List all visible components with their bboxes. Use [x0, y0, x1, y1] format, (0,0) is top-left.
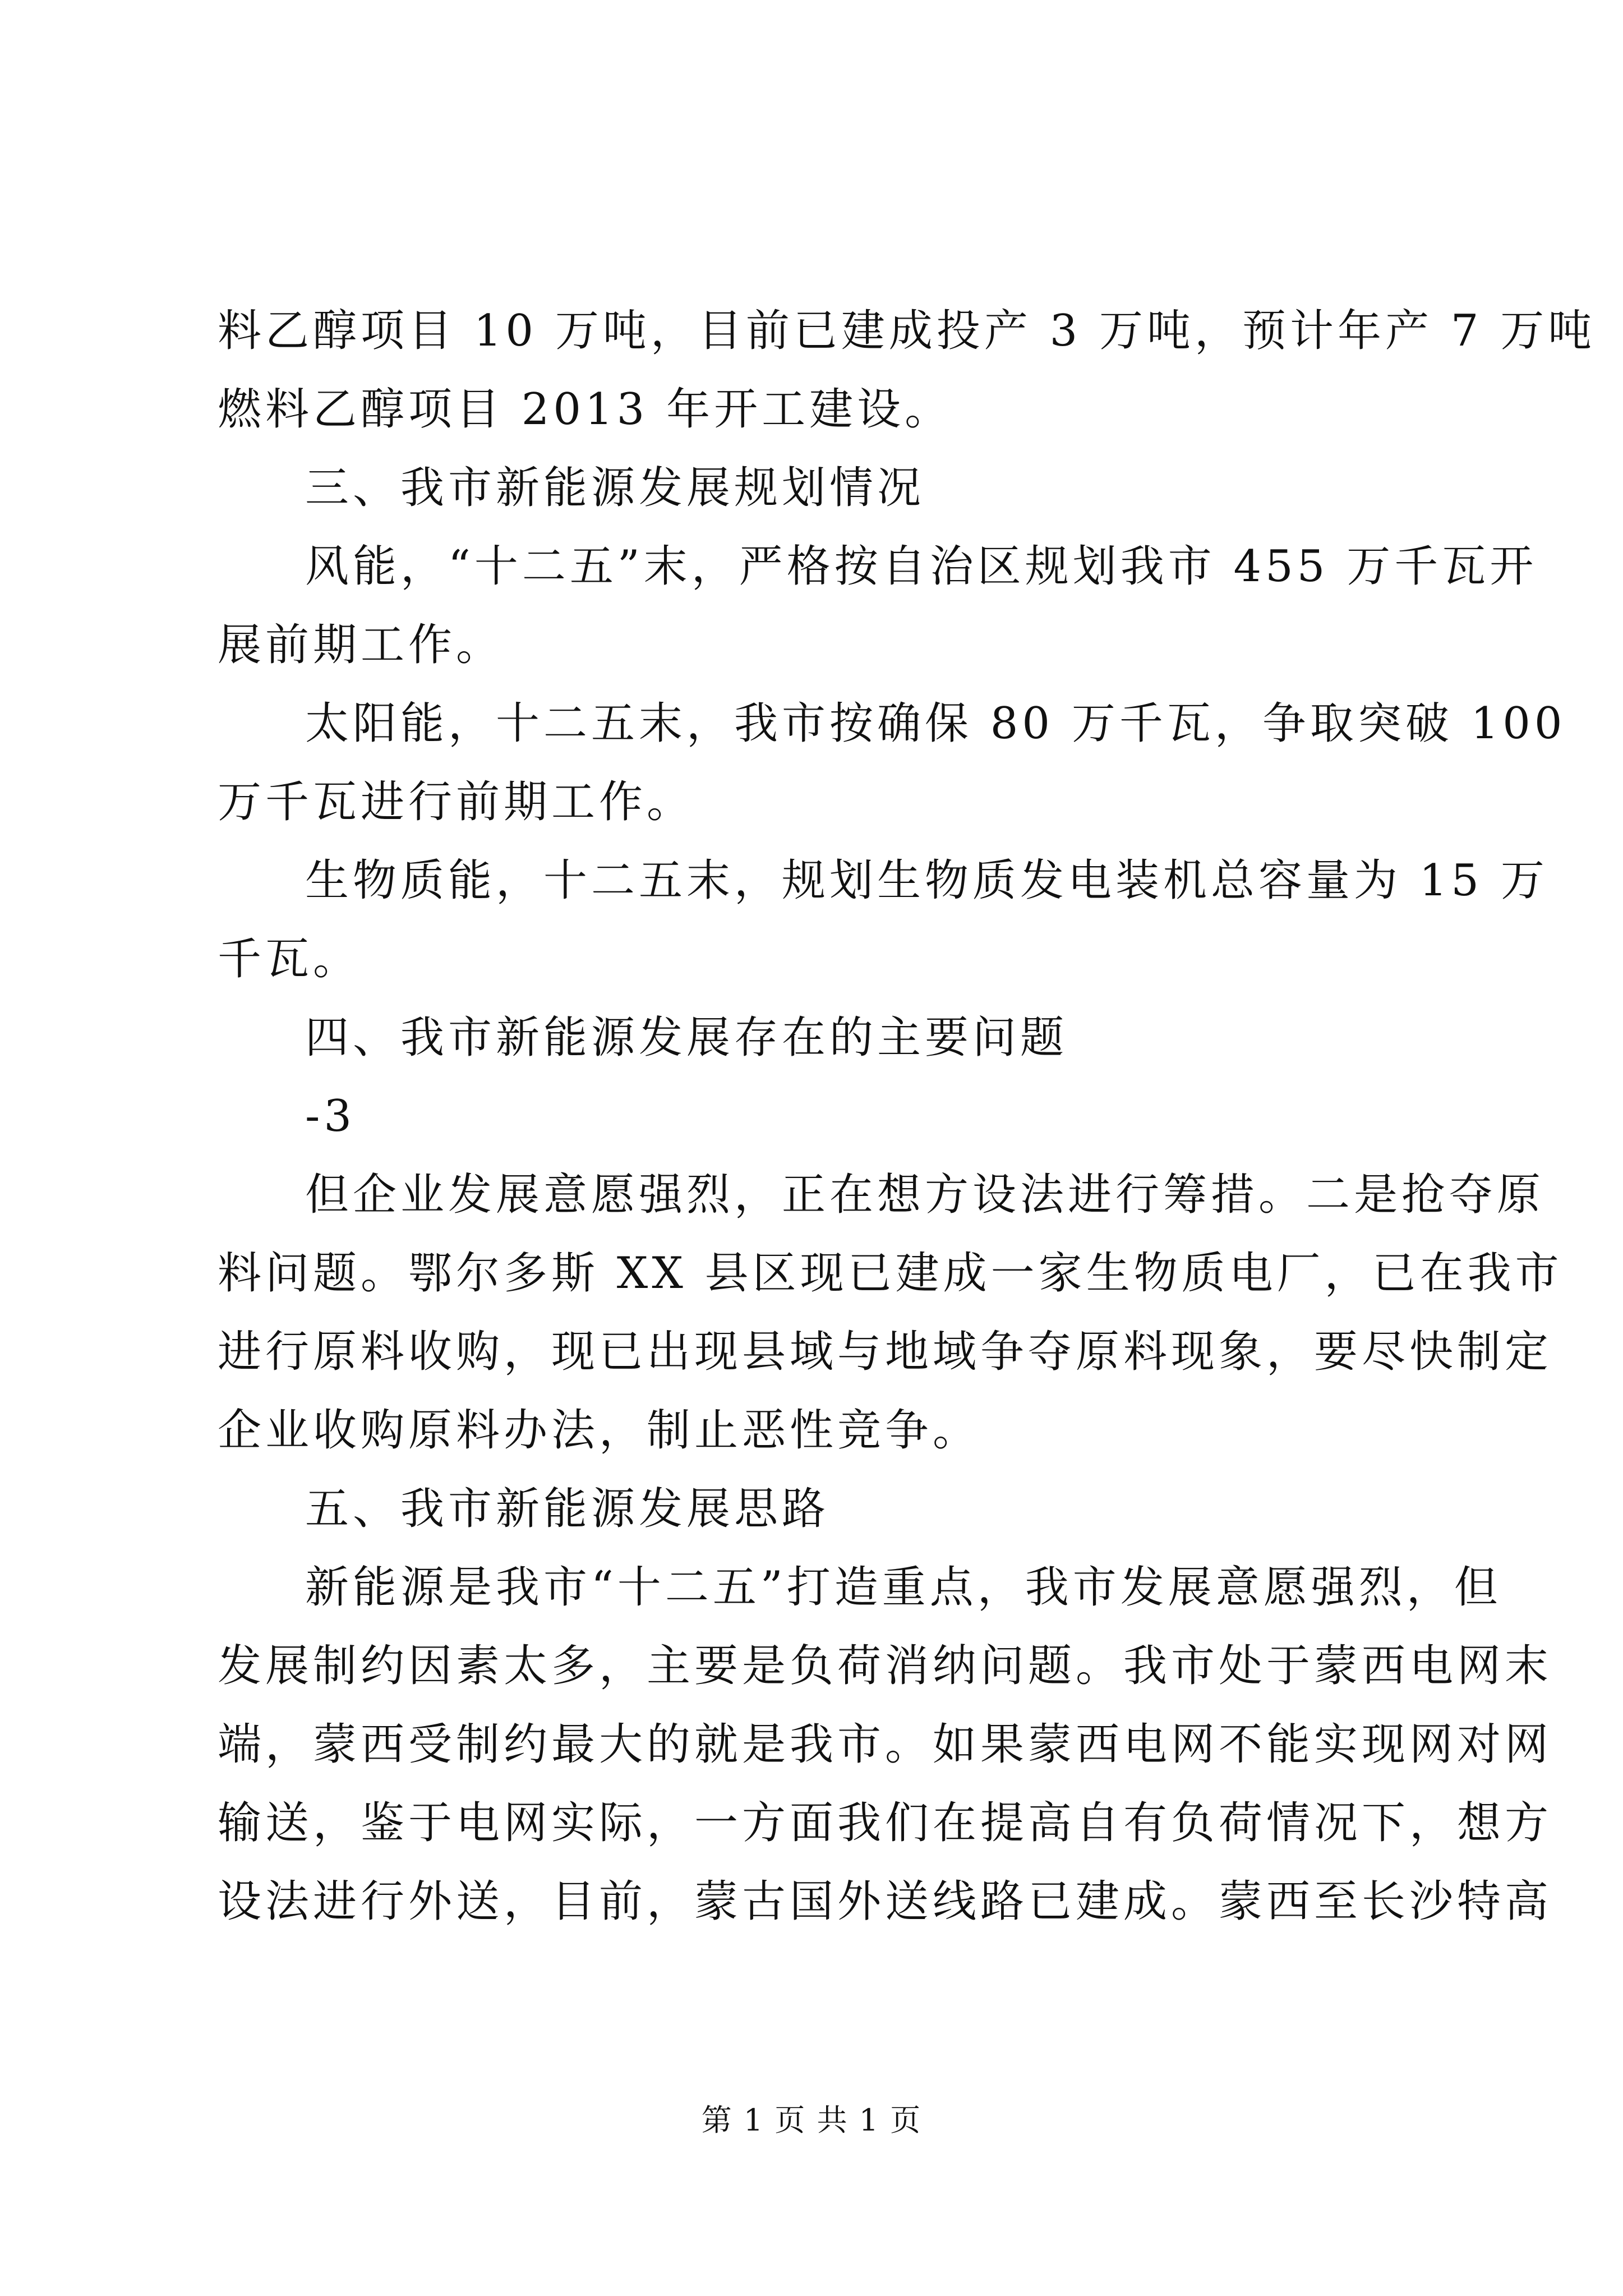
text-line: 新能源是我市“十二五”打造重点，我市发展意愿强烈，但	[305, 1562, 1502, 1613]
text-line: 发展制约因素太多，主要是负荷消纳问题。我市处于蒙西电网末	[218, 1641, 1553, 1691]
text-line: 千瓦。	[218, 934, 361, 984]
section-heading: 四、我市新能源发展存在的主要问题	[305, 1013, 1068, 1063]
document-body	[218, 292, 1596, 1941]
text-line: 展前期工作。	[218, 620, 504, 670]
text-line: 进行原料收购，现已出现县域与地域争夺原料现象，要尽快制定	[218, 1327, 1553, 1377]
text-line: 端，蒙西受制约最大的就是我市。如果蒙西电网不能实现网对网	[218, 1719, 1553, 1770]
text-line: 料问题。鄂尔多斯 XX 县区现已建成一家生物质电厂，已在我市	[218, 1248, 1563, 1299]
page-footer	[0, 2101, 1623, 2140]
text-line: 设法进行外送，目前，蒙古国外送线路已建成。蒙西至长沙特高	[218, 1876, 1553, 1927]
page-number-label: 第 1 页 共 1 页	[701, 2102, 922, 2138]
page-marker: -3	[305, 1091, 356, 1142]
section-heading: 五、我市新能源发展思路	[305, 1484, 830, 1534]
text-line: 燃料乙醇项目 2013 年开工建设。	[218, 384, 953, 435]
text-line: 生物质能，十二五末，规划生物质发电装机总容量为 15 万	[305, 855, 1548, 906]
text-line: 风能，“十二五”末，严格按自治区规划我市 455 万千瓦开	[305, 541, 1538, 592]
text-line: 料乙醇项目 10 万吨，目前已建成投产 3 万吨，预计年产 7 万吨	[218, 306, 1596, 356]
text-line: 企业收购原料办法，制止恶性竞争。	[218, 1405, 981, 1456]
text-line: 输送，鉴于电网实际，一方面我们在提高自有负荷情况下，想方	[218, 1798, 1553, 1848]
section-heading: 三、我市新能源发展规划情况	[305, 463, 925, 513]
text-line: 万千瓦进行前期工作。	[218, 777, 695, 827]
text-line: 太阳能，十二五末，我市按确保 80 万千瓦，争取突破 100	[305, 698, 1566, 749]
text-line: 但企业发展意愿强烈，正在想方设法进行筹措。二是抢夺原	[305, 1170, 1545, 1220]
